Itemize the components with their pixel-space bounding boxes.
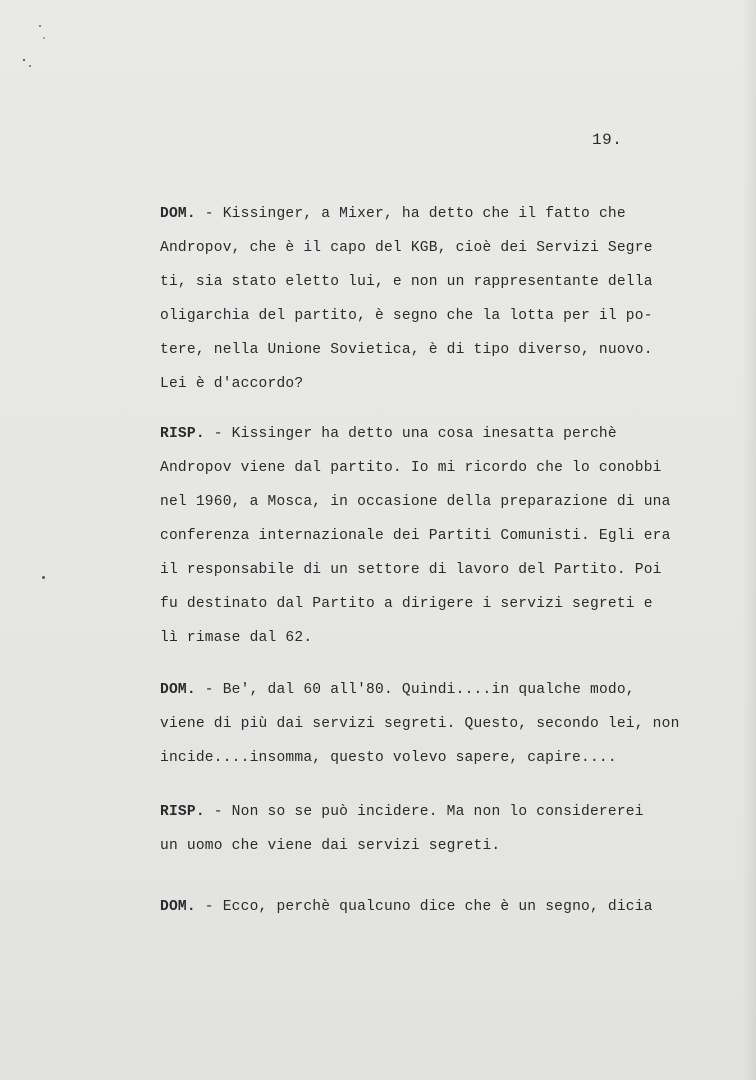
exchange-question-2 [160, 673, 720, 775]
speaker-label: DOM. [160, 206, 196, 222]
speaker-label: RISP. [160, 804, 205, 820]
text-line: oligarchia del partito, è segno che la lotta per il po- [160, 308, 653, 324]
exchange-answer-1 [160, 417, 720, 655]
exchange-answer-2 [160, 795, 720, 863]
exchange-question-1 [160, 197, 720, 401]
text-line: RISP. - Kissinger ha detto una cosa inesatta perchè [160, 426, 617, 442]
text-line: Andropov viene dal partito. Io mi ricordo che lo conobbi [160, 460, 662, 476]
exchange-question-3 [160, 890, 720, 924]
text-line: RISP. - Non so se può incidere. Ma non lo considererei [160, 804, 644, 820]
text-line: fu destinato dal Partito a dirigere i servizi segreti e [160, 596, 653, 612]
speaker-label: RISP. [160, 426, 205, 442]
text-line: DOM. - Ecco, perchè qualcuno dice che è un segno, dicia [160, 899, 653, 915]
text-line: Andropov, che è il capo del KGB, cioè dei Servizi Segre [160, 240, 653, 256]
text-line: ti, sia stato eletto lui, e non un rappresentante della [160, 274, 653, 290]
text-line: viene di più dai servizi segreti. Questo, secondo lei, non [160, 716, 680, 732]
page-number: 19. [592, 131, 623, 149]
text-line: tere, nella Unione Sovietica, è di tipo diverso, nuovo. [160, 342, 653, 358]
text-line: il responsabile di un settore di lavoro del Partito. Poi [160, 562, 662, 578]
text-line: incide....insomma, questo volevo sapere, capire.... [160, 750, 617, 766]
speaker-label: DOM. [160, 682, 196, 698]
text-line: nel 1960, a Mosca, in occasione della preparazione di una [160, 494, 671, 510]
text-line: DOM. - Be', dal 60 all'80. Quindi....in qualche modo, [160, 682, 635, 698]
text-line: un uomo che viene dai servizi segreti. [160, 838, 501, 854]
text-line: conferenza internazionale dei Partiti Comunisti. Egli era [160, 528, 671, 544]
page-edge-shadow [742, 0, 756, 1080]
speaker-label: DOM. [160, 899, 196, 915]
margin-mark [42, 576, 45, 579]
scan-specks [18, 18, 48, 78]
text-line: DOM. - Kissinger, a Mixer, ha detto che il fatto che [160, 206, 626, 222]
text-line: Lei è d'accordo? [160, 376, 304, 392]
text-line: lì rimase dal 62. [160, 630, 313, 646]
